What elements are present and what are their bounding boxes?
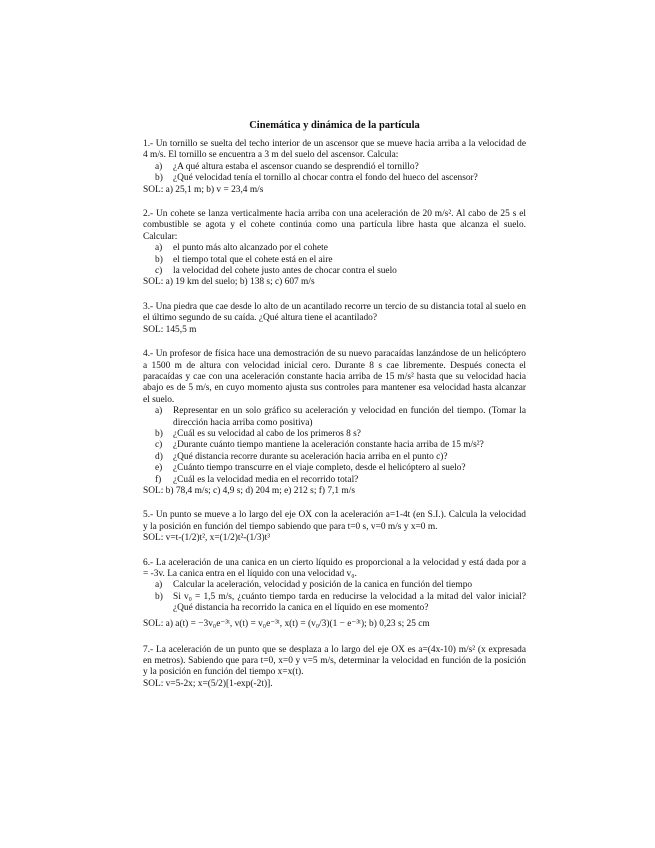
problem-2	[143, 209, 526, 289]
problem-1	[143, 139, 526, 196]
item-label: f)	[155, 474, 162, 485]
item-label: a)	[155, 580, 163, 591]
item-text: ¿Durante cuánto tiempo mantiene la aceleración constante hacia arriba de 15 m/s²?	[173, 440, 484, 451]
problem-6	[143, 558, 526, 632]
problem-statement: 6.- La aceleración de una canica en un cierto líquido es proporcional a la velocidad y está dada por a = -3v. La canica entra en el líquido con una velocidad v₀.	[143, 557, 526, 579]
problem-item	[155, 255, 526, 266]
problem-5	[143, 510, 526, 544]
problem-statement: 1.- Un tornillo se suelta del techo interior de un ascensor que se mueve hacia arriba a la velocidad de 4 m/s. El tornillo se encuentra a 3 m del suelo del ascensor. Calcula:	[143, 139, 526, 161]
problem-statement: 4.- Un profesor de física hace una demostración de su nuevo paracaídas lanzándose de un helicóptero a 1500 m de altura con velocidad inicial cero. Durante 8 s cae libremente. Después conecta el paracaídas y cae con una aceleración constante hacia arriba de 15 m/s² hasta que su velocidad hacia abajo es de 5 m/s, en cuyo momento ajusta sus controles para mantener esa velocidad hasta alcanzar el suelo.	[143, 349, 526, 405]
item-label: a)	[155, 243, 163, 254]
problem-item	[155, 580, 526, 591]
item-label: d)	[155, 451, 163, 462]
item-text: ¿Qué distancia recorre durante su aceleración hacia arriba en el punto c)?	[173, 451, 448, 462]
problem-7	[143, 645, 526, 691]
item-text: Representar en un solo gráfico su aceleración y velocidad en función del tiempo. (Tomar la dirección hacia arriba como positiva)	[173, 406, 526, 428]
problem-solution: SOL: v=t-(1/2)t², x=(1/2)t²-(1/3)t³	[143, 533, 271, 544]
item-label: b)	[155, 173, 163, 184]
item-label: c)	[155, 266, 163, 277]
problem-solution: SOL: a) 25,1 m; b) v = 23,4 m/s	[143, 184, 264, 195]
item-text: ¿Qué velocidad tenía el tornillo al chocar contra el fondo del hueco del ascensor?	[173, 173, 478, 184]
problem-item	[155, 162, 526, 173]
problem-item	[155, 406, 526, 429]
item-label: b)	[155, 428, 163, 439]
item-text: la velocidad del cohete justo antes de chocar contra el suelo	[173, 266, 397, 277]
item-label: a)	[155, 406, 163, 417]
problem-3	[143, 302, 526, 336]
item-text: Calcular la aceleración, velocidad y posición de la canica en función del tiempo	[173, 580, 473, 591]
problem-statement: 2.- Un cohete se lanza verticalmente hacia arriba con una aceleración de 20 m/s². Al cabo de 25 s el combustible se agota y el cohete continúa como una partícula libre hasta que alcanza el suelo. Calcular:	[143, 209, 526, 242]
problem-statement: 3.- Una piedra que cae desde lo alto de un acantilado recorre un tercio de su distancia total al suelo en el último segundo de su caída. ¿Qué altura tiene el acantilado?	[143, 301, 526, 324]
problem-solution: SOL: v=5-2x; x=(5/2)[1-exp(-2t)].	[143, 678, 273, 689]
item-text: ¿Cuánto tiempo transcurre en el viaje completo, desde el helicóptero al suelo?	[173, 463, 466, 474]
problem-item	[155, 592, 526, 615]
problem-statement: 7.- La aceleración de un punto que se desplaza a lo largo del eje OX es a=(4x-10) m/s² (x expresada en metros). Sabiendo que para t=0, x=0 y v=5 m/s, determinar la velocidad en función de la posición y la posición en función del tiempo x=x(t).	[143, 644, 526, 678]
item-text: ¿Cuál es la velocidad media en el recorrido total?	[173, 474, 359, 485]
problem-item	[155, 440, 526, 451]
problem-4	[143, 349, 526, 497]
problem-item	[155, 173, 526, 184]
problem-solution: SOL: b) 78,4 m/s; c) 4,9 s; d) 204 m; e) 212 s; f) 7,1 m/s	[143, 485, 355, 496]
problem-item	[155, 463, 526, 474]
item-label: b)	[155, 591, 163, 602]
item-text: Si v₀ = 1,5 m/s, ¿cuánto tiempo tarda en reducirse la velocidad a la mitad del valor inicial? ¿Qué distancia ha recorrido la canica en el líquido en ese momento?	[173, 591, 526, 614]
problem-item	[155, 452, 526, 463]
problem-solution: SOL: 145,5 m	[143, 324, 197, 335]
problem-item	[155, 266, 526, 277]
item-label: b)	[155, 254, 163, 265]
item-text: ¿A qué altura estaba el ascensor cuando se desprendió el tornillo?	[173, 161, 419, 172]
item-label: e)	[155, 463, 163, 474]
problem-statement: 5.- Un punto se mueve a lo largo del eje OX con la aceleración a=1-4t (en S.I.). Calcula la velocidad y la posición en función del tiempo sabiendo que para t=0 s, v=0 m/s y x=0 m.	[143, 510, 526, 532]
problem-item	[155, 475, 526, 486]
problem-solution: SOL: a) a(t) = −3v₀e⁻³ᵗ, v(t) = v₀e⁻³ᵗ, x(t) = (v₀/3)(1 − e⁻³ᵗ); b) 0,23 s; 25 cm	[143, 618, 430, 629]
problem-solution: SOL: a) 19 km del suelo; b) 138 s; c) 607 m/s	[143, 277, 315, 288]
item-text: el tiempo total que el cohete está en el aire	[173, 254, 333, 265]
document-title: Cinemática y dinámica de la partícula	[249, 120, 420, 131]
document-page	[143, 120, 526, 703]
item-text: el punto más alto alcanzado por el cohete	[173, 243, 328, 254]
item-text: ¿Cuál es su velocidad al cabo de los primeros 8 s?	[173, 428, 361, 439]
item-label: c)	[155, 440, 163, 451]
item-label: a)	[155, 161, 163, 172]
problem-item	[155, 429, 526, 440]
problem-item	[155, 243, 526, 254]
